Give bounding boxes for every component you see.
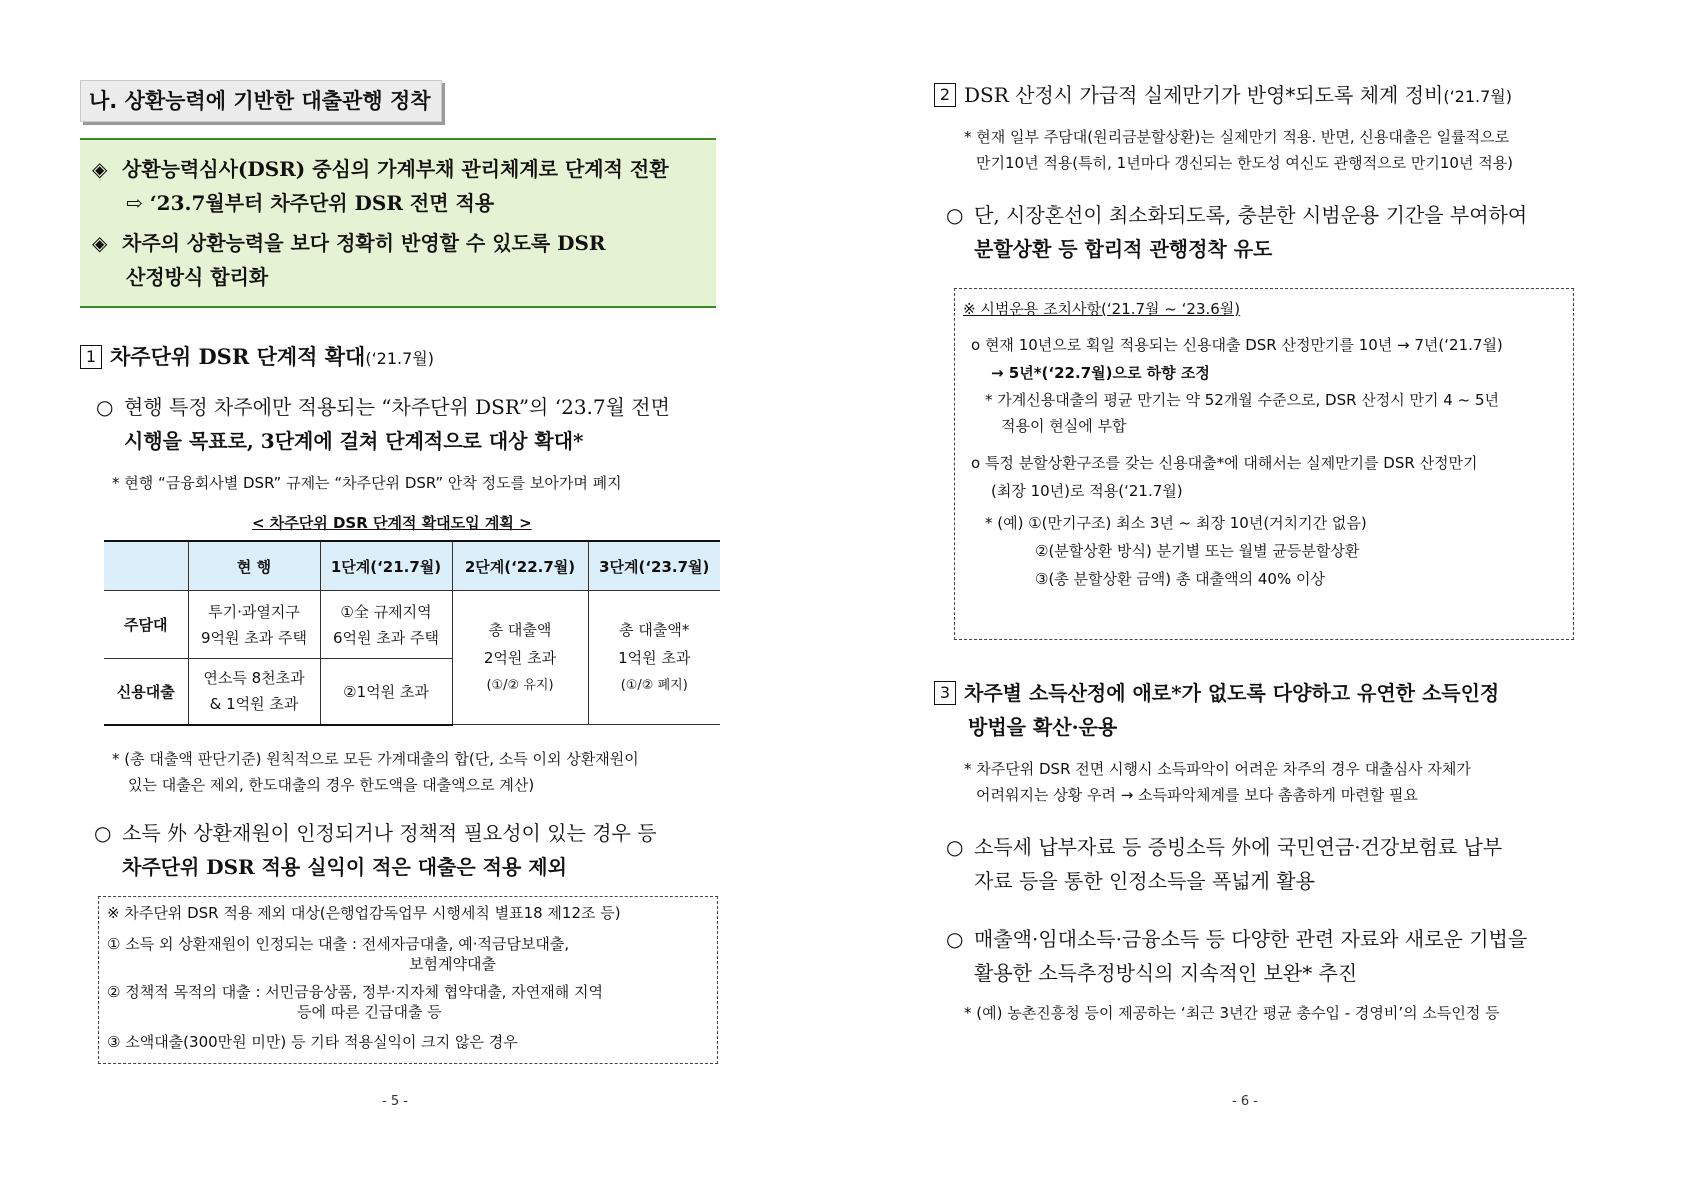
page-number: - 5 - — [382, 1094, 408, 1109]
pilot-note-1: * 가계신용대출의 평균 만기는 약 52개월 수준으로, DSR 산정시 만기 4 ~ 5년 적용이 현실에 부합 — [985, 391, 1499, 435]
table-cell: ②1억원 초과 — [320, 659, 452, 725]
pilot-bullet-1: o 현재 10년으로 획일 적용되는 신용대출 DSR 산정만기를 10년 → 7년(‘21.7월) → 5년*(‘22.7월)으로 하향 조정 — [971, 336, 1503, 382]
row-head-credit: 신용대출 — [104, 659, 188, 725]
circle-bullet-icon: ○ — [946, 927, 964, 951]
table-cell-stage2: 총 대출액 2억원 초과 (①/② 유지) — [452, 591, 588, 725]
table-cell-stage3: 총 대출액* 1억원 초과 (①/② 폐지) — [588, 591, 720, 725]
pilot-measures-box — [954, 288, 1574, 640]
pilot-note-2: * (예) ①(만기구조) 최소 3년 ~ 최장 10년(거치기간 없음) ②(분할상환 방식) 분기별 또는 월별 균등분할상환 ③(총 분할상환 금액) 총 대출액의 40% 이상 — [985, 514, 1367, 588]
table-cell: 연소득 8천초과 & 1억원 초과 — [188, 659, 320, 725]
summary-line-4: 산정방식 합리화 — [126, 265, 269, 289]
row-head-mortgage: 주담대 — [104, 591, 188, 659]
summary-line-1: ◈ 상환능력심사(DSR) 중심의 가계부채 관리체계로 단계적 전환 — [92, 152, 706, 186]
pilot-bullet-2: o 특정 분할상환구조를 갖는 신용대출*에 대해서는 실제만기를 DSR 산정만기 (최장 10년)로 적용(‘21.7월) — [971, 454, 1478, 500]
item-3-note: * 차주단위 DSR 전면 시행시 소득파악이 어려운 차주의 경우 대출심사 자체가 어려워지는 상황 우려 → 소득파악체계를 보다 촘촘하게 마련할 필요 — [964, 760, 1471, 804]
table-header-stage1: 1단계(‘21.7월) — [320, 541, 452, 591]
item-1-note-2: * (총 대출액 판단기준) 원칙적으로 모든 가계대출의 합(단, 소득 이외 상환재원이 있는 대출은 제외, 한도대출의 경우 한도액을 대출액으로 계산) — [112, 750, 639, 794]
circle-bullet-icon: ○ — [946, 835, 964, 859]
item-2-note: * 현재 일부 주담대(원리금분할상환)는 실제만기 적용. 반면, 신용대출은 일률적으로 만기10년 적용(특히, 1년마다 갱신되는 한도성 여신도 관행적으로 만기10년 적용) — [964, 128, 1514, 172]
circle-bullet-icon: ○ — [94, 821, 112, 845]
item-3-note-2: * (예) 농촌진흥청 등이 제공하는 ‘최근 3년간 평균 총수입 - 경영비’의 소득인정 등 — [964, 1004, 1500, 1022]
table-header-empty — [104, 541, 188, 591]
item-1-note-1: * 현행 “금융회사별 DSR” 규제는 “차주단위 DSR” 안착 정도를 보아가며 폐지 — [112, 474, 622, 492]
exclusion-box — [98, 896, 718, 1064]
exclusion-item-2: ② 정책적 목적의 대출 : 서민금융상품, 정부·지자체 협약대출, 자연재해 지역 등에 따른 긴급대출 등 — [107, 983, 603, 1021]
boxed-number: 3 — [934, 681, 956, 705]
item-1-bullet-2: ○ 소득 外 상환재원이 인정되거나 정책적 필요성이 있는 경우 등 차주단위 DSR 적용 실익이 적은 대출은 적용 제외 — [94, 816, 734, 884]
summary-line-3: ◈ 차주의 상환능력을 보다 정확히 반영할 수 있도록 DSR — [92, 226, 706, 260]
boxed-number: 2 — [934, 83, 956, 107]
exclusion-box-title: ※ 차주단위 DSR 적용 제외 대상(은행업감독업무 시행세칙 별표18 제12조 등) — [107, 904, 621, 922]
page-6 — [842, 0, 1684, 1190]
item-3-title: 3 차주별 소득산정에 애로*가 없도록 다양하고 유연한 소득인정 방법을 확산·운용 — [934, 676, 1634, 744]
diamond-bullet-icon: ◈ — [92, 157, 108, 181]
page-number: - 6 - — [1232, 1094, 1258, 1109]
section-heading: 나. 상환능력에 기반한 대출관행 정착 — [80, 80, 442, 122]
item-3-bullet-1: ○ 소득세 납부자료 등 증빙소득 外에 국민연금·건강보험료 납부 자료 등을 통한 인정소득을 폭넓게 활용 — [946, 830, 1646, 898]
exclusion-item-3: ③ 소액대출(300만원 미만) 등 기타 적용실익이 크지 않은 경우 — [107, 1033, 518, 1051]
table-cell: ①全 규제지역 6억원 초과 주택 — [320, 591, 452, 659]
table-row — [104, 591, 720, 659]
boxed-number: 1 — [80, 345, 102, 369]
item-3-bullet-2: ○ 매출액·임대소득·금융소득 등 다양한 관련 자료와 새로운 기법을 활용한 소득추정방식의 지속적인 보완* 추진 — [946, 922, 1646, 990]
table-title: < 차주단위 DSR 단계적 확대도입 계획 > — [252, 514, 532, 532]
table-header-stage2: 2단계(‘22.7월) — [452, 541, 588, 591]
circle-bullet-icon: ○ — [946, 203, 964, 227]
dsr-plan-table — [104, 540, 720, 726]
table-header-stage3: 3단계(‘23.7월) — [588, 541, 720, 591]
item-1-bullet-1: ○ 현행 특정 차주에만 적용되는 “차주단위 DSR”의 ‘23.7월 전면 시행을 목표로, 3단계에 걸쳐 단계적으로 대상 확대* — [96, 390, 736, 458]
table-header-current: 현 행 — [188, 541, 320, 591]
item-1-title: 1 차주단위 DSR 단계적 확대(‘21.7월) — [80, 340, 434, 376]
summary-line-2: ⇨ ‘23.7월부터 차주단위 DSR 전면 적용 — [126, 191, 495, 215]
item-2-title: 2 DSR 산정시 가급적 실제만기가 반영*되도록 체계 정비(‘21.7월) — [934, 78, 1512, 114]
diamond-bullet-icon: ◈ — [92, 231, 108, 255]
item-2-bullet: ○ 단, 시장혼선이 최소화되도록, 충분한 시범운용 기간을 부여하여 분할상환 등 합리적 관행정착 유도 — [946, 198, 1646, 266]
exclusion-item-1: ① 소득 외 상환재원이 인정되는 대출 : 전세자금대출, 예·적금담보대출, 보험계약대출 — [107, 935, 570, 973]
table-header-row — [104, 541, 720, 591]
table-cell: 투기·과열지구 9억원 초과 주택 — [188, 591, 320, 659]
circle-bullet-icon: ○ — [96, 395, 114, 419]
summary-box — [80, 138, 716, 308]
pilot-box-title: ※ 시범운용 조치사항(‘21.7월 ~ ‘23.6월) — [963, 300, 1241, 318]
